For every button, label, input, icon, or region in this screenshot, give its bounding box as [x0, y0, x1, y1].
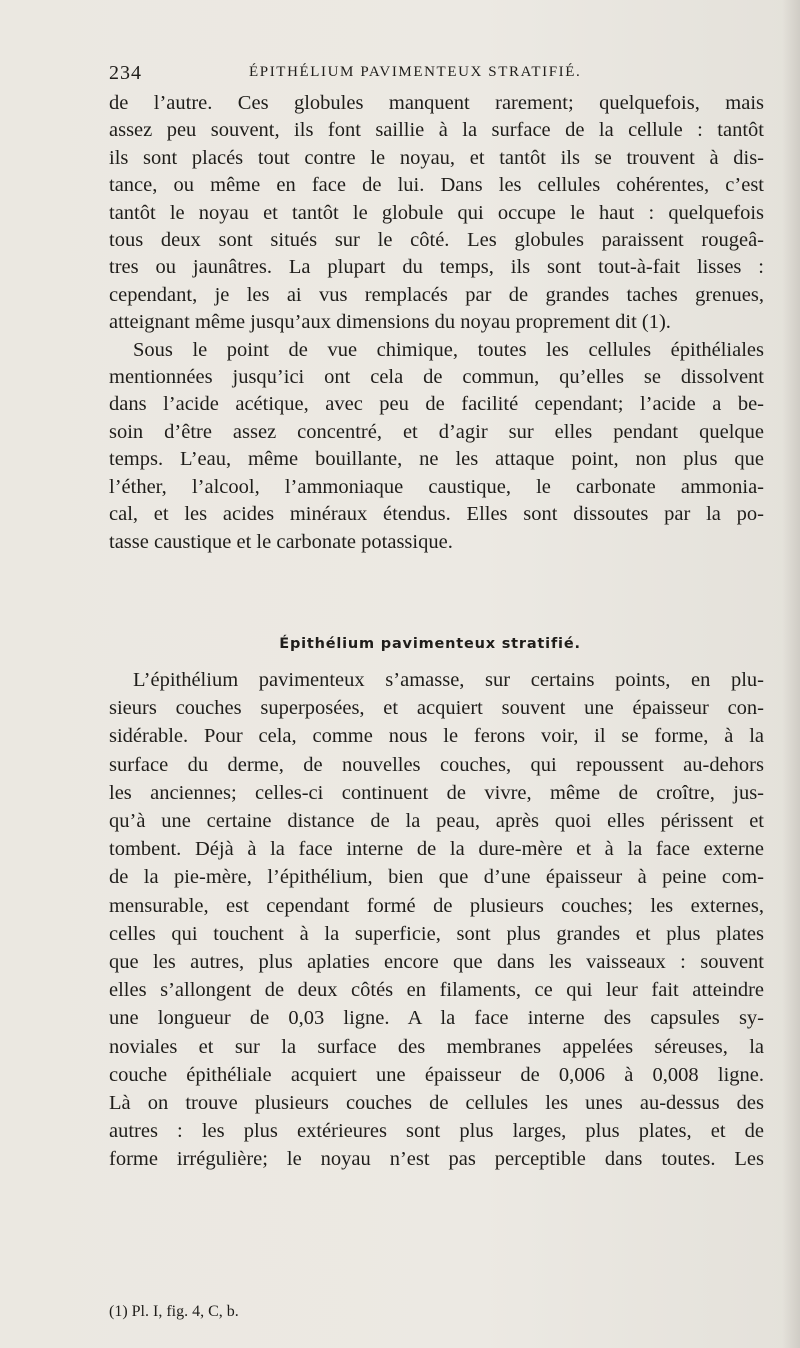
text-line: tantôt le noyau et tantôt le globule qui occupe le haut : quelquefois	[109, 201, 764, 224]
text-line: sidérable. Pour cela, comme nous le ferons voir, il se forme, à la	[109, 725, 764, 748]
text-line: tous deux sont situés sur le côté. Les globules paraissent rougeâ-	[109, 229, 764, 252]
text-line: cal, et les acides minéraux étendus. Elles sont dissoutes par la po-	[109, 503, 764, 526]
text-line: soin d’être assez concentré, et d’agir sur elles pendant quelque	[109, 420, 764, 443]
text-line: surface du derme, de nouvelles couches, qui repoussent au-dehors	[109, 753, 764, 776]
text-line: une longueur de 0,03 ligne. A la face interne des capsules sy-	[109, 1007, 764, 1030]
text-line: tance, ou même en face de lui. Dans les cellules cohérentes, c’est	[109, 174, 764, 197]
text-line: que les autres, plus aplaties encore que dans les vaisseaux : souvent	[109, 951, 764, 974]
text-line: autres : les plus extérieures sont plus larges, plus plates, et de	[109, 1120, 764, 1143]
page-number: 234	[109, 62, 142, 84]
text-line: tombent. Déjà à la face interne de la dure-mère et à la face externe	[109, 838, 764, 861]
text-line: tasse caustique et le carbonate potassique.	[109, 530, 453, 553]
text-line: Sous le point de vue chimique, toutes les cellules épithéliales	[133, 338, 764, 361]
text-line: les anciennes; celles-ci continuent de vivre, même de croître, jus-	[109, 781, 764, 804]
paragraph-1	[109, 90, 764, 337]
paragraph-3	[109, 666, 764, 1174]
page-edge-shadow	[782, 0, 800, 1348]
text-line: L’épithélium pavimenteux s’amasse, sur certains points, en plu-	[133, 669, 764, 691]
page-header	[109, 62, 749, 86]
section-heading: Épithélium pavimenteux stratifié.	[279, 636, 581, 652]
text-line: atteignant même jusqu’aux dimensions du noyau proprement dit (1).	[109, 311, 671, 334]
running-head: ÉPITHÉLIUM PAVIMENTEUX STRATIFIÉ.	[249, 64, 582, 80]
text-line: temps. L’eau, même bouillante, ne les attaque point, non plus que	[109, 448, 764, 471]
text-line: qu’à une certaine distance de la peau, après quoi elles périssent et	[109, 810, 764, 833]
text-line: cependant, je les ai vus remplacés par de grandes taches grenues,	[109, 283, 764, 306]
text-line: tres ou jaunâtres. La plupart du temps, ils sont tout-à-fait lisses :	[109, 256, 764, 279]
body-text-upper	[109, 90, 764, 556]
paragraph-2	[109, 337, 764, 556]
body-text-lower	[109, 666, 764, 1174]
text-line: mentionnées jusqu’ici ont cela de commun, qu’elles se dissolvent	[109, 366, 764, 389]
text-line: de la pie-mère, l’épithélium, bien que d’une épaisseur à peine com-	[109, 866, 764, 889]
text-line: de l’autre. Ces globules manquent rarement; quelquefois, mais	[109, 92, 764, 114]
text-line: forme irrégulière; le noyau n’est pas perceptible dans toutes. Les	[109, 1148, 764, 1171]
text-line: Là on trouve plusieurs couches de cellules les unes au-dessus des	[109, 1092, 764, 1115]
text-line: couche épithéliale acquiert une épaisseur de 0,006 à 0,008 ligne.	[109, 1063, 764, 1086]
text-line: celles qui touchent à la superficie, sont plus grandes et plus plates	[109, 922, 764, 945]
text-line: noviales et sur la surface des membranes appelées séreuses, la	[109, 1035, 764, 1058]
text-line: mensurable, est cependant formé de plusieurs couches; les externes,	[109, 894, 764, 917]
footnote: (1) Pl. I, fig. 4, C, b.	[109, 1303, 239, 1320]
text-line: ils sont placés tout contre le noyau, et tantôt ils se trouvent à dis-	[109, 146, 764, 169]
text-line: elles s’allongent de deux côtés en filaments, ce qui leur fait atteindre	[109, 979, 764, 1002]
text-line: assez peu souvent, ils font saillie à la surface de la cellule : tantôt	[109, 119, 764, 142]
text-line: l’éther, l’alcool, l’ammoniaque caustique, le carbonate ammonia-	[109, 475, 764, 498]
text-line: sieurs couches superposées, et acquiert souvent une épaisseur con-	[109, 697, 764, 720]
text-line: dans l’acide acétique, avec peu de facilité cependant; l’acide a be-	[109, 393, 764, 416]
